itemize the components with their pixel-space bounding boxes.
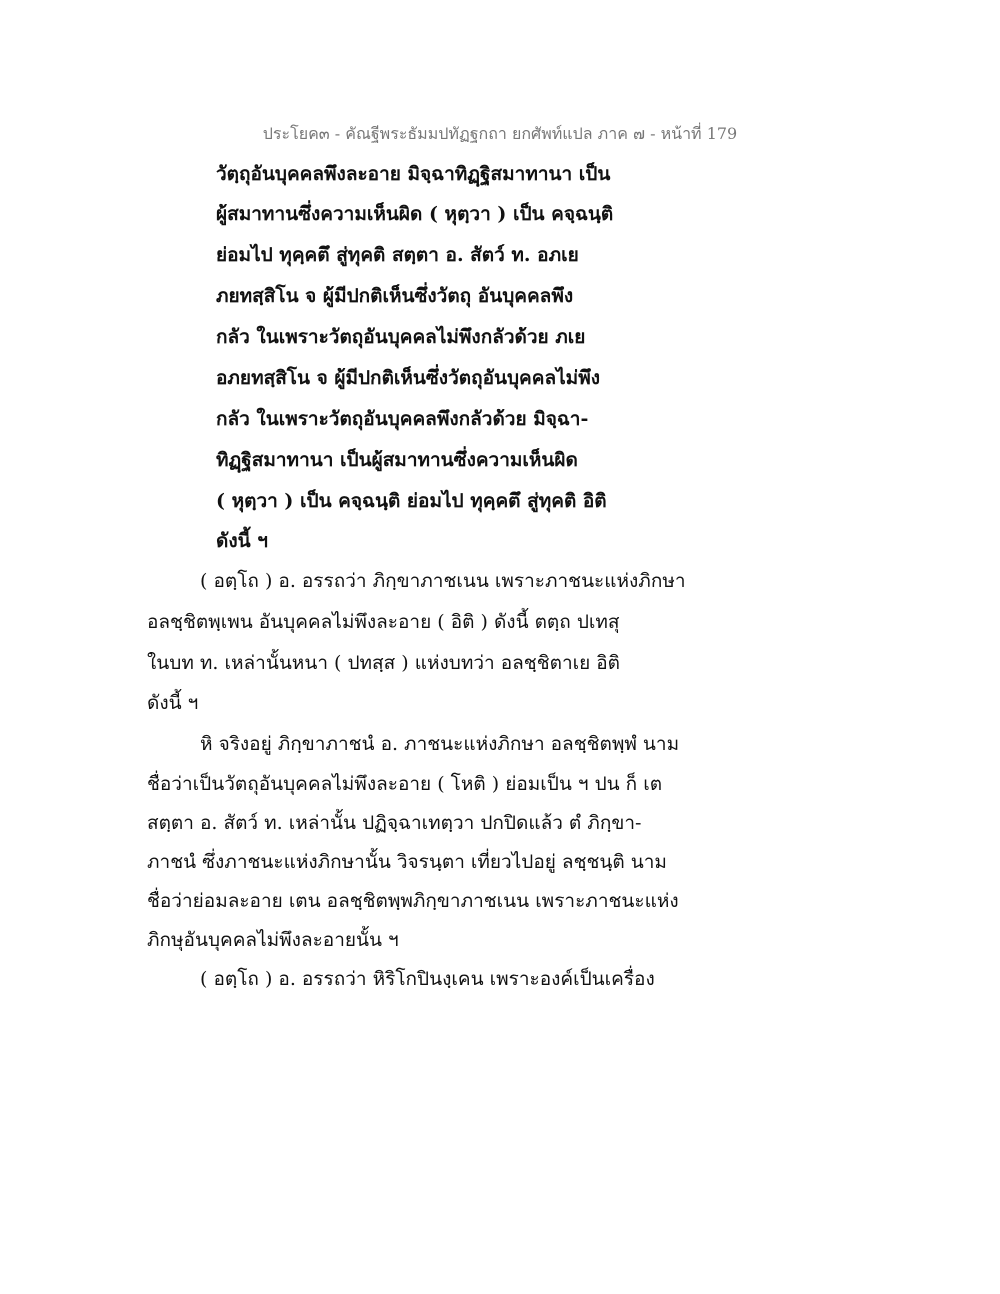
text-line: ดังนี้ ฯ xyxy=(147,692,199,714)
verse-line: ทิฏฺฐิสมาทานา เป็นผู้สมาทานซึ่งความเห็นผิด xyxy=(216,449,578,471)
text-line: ( อตฺโถ ) อ. อรรถว่า หิริโกปินงฺเคน เพราะองค์เป็นเครื่อง xyxy=(200,968,655,990)
verse-line: วัตฺถุอันบุคคลพึงละอาย มิจฺฉาทิฏฺฐิสมาทานา เป็น xyxy=(216,163,611,185)
text-line: ในบท ท. เหล่านั้นหนา ( ปทสฺส ) แห่งบทว่า อลชฺชิตาเย อิติ xyxy=(147,652,621,674)
text-line: ( อตฺโถ ) อ. อรรถว่า ภิกฺขาภาชเนน เพราะภาชนะแห่งภิกษา xyxy=(200,570,686,592)
verse-line: ดังนี้ ฯ xyxy=(216,530,268,552)
verse-line: กลัว ในเพราะวัตถุอันบุคคลพึงกลัวด้วย มิจฺฉา- xyxy=(216,408,589,430)
verse-line: ภยทสฺสิโน จ ผู้มีปกติเห็นซึ่งวัตถุ อันบุคคลพึง xyxy=(216,285,574,307)
text-line: อลชฺชิตพฺเพน อันบุคคลไม่พึงละอาย ( อิติ ) ดังนี้ ตตฺถ ปเทสุ xyxy=(147,611,620,633)
verse-line: ผู้สมาทานซึ่งความเห็นผิด ( หุตฺวา ) เป็น คจฺฉนฺติ xyxy=(216,203,614,225)
verse-line: ย่อมไป ทุคฺคตึ สู่ทุคติ สตฺตา อ. สัตว์ ท. อภเย xyxy=(216,244,579,266)
text-line: ภาชนํ ซึ่งภาชนะแห่งภิกษานั้น วิจรนฺตา เที่ยวไปอยู่ ลชฺชนฺติ นาม xyxy=(147,851,667,873)
page-header: ประโยค๓ - คัณฐีพระธัมมปทัฏฐกถา ยกศัพท์แปล ภาค ๗ - หน้าที่ 179 xyxy=(262,124,738,143)
text-line: สตฺตา อ. สัตว์ ท. เหล่านั้น ปฏิจฺฉาเทตฺวา ปกปิดแล้ว ตํ ภิกฺขา- xyxy=(147,812,642,834)
text-line: ภิกษุอันบุคคลไม่พึงละอายนั้น ฯ xyxy=(147,929,399,951)
verse-line: ( หุตฺวา ) เป็น คจฺฉนฺติ ย่อมไป ทุคฺคตึ สู่ทุคติ อิติ xyxy=(216,490,607,512)
text-line: ชื่อว่าเป็นวัตถุอันบุคคลไม่พึงละอาย ( โหติ ) ย่อมเป็น ฯ ปน ก็ เต xyxy=(147,773,663,795)
text-line: หิ จริงอยู่ ภิกฺขาภาชนํ อ. ภาชนะแห่งภิกษา อลชฺชิตพฺพํ นาม xyxy=(200,733,680,755)
text-line: ชื่อว่าย่อมละอาย เตน อลชฺชิตพฺพภิกฺขาภาชเนน เพราะภาชนะแห่ง xyxy=(147,890,679,912)
verse-line: อภยทสฺสิโน จ ผู้มีปกติเห็นซึ่งวัตถุอันบุคคลไม่พึง xyxy=(216,367,600,389)
verse-line: กลัว ในเพราะวัตถุอันบุคคลไม่พึงกลัวด้วย ภเย xyxy=(216,326,586,348)
